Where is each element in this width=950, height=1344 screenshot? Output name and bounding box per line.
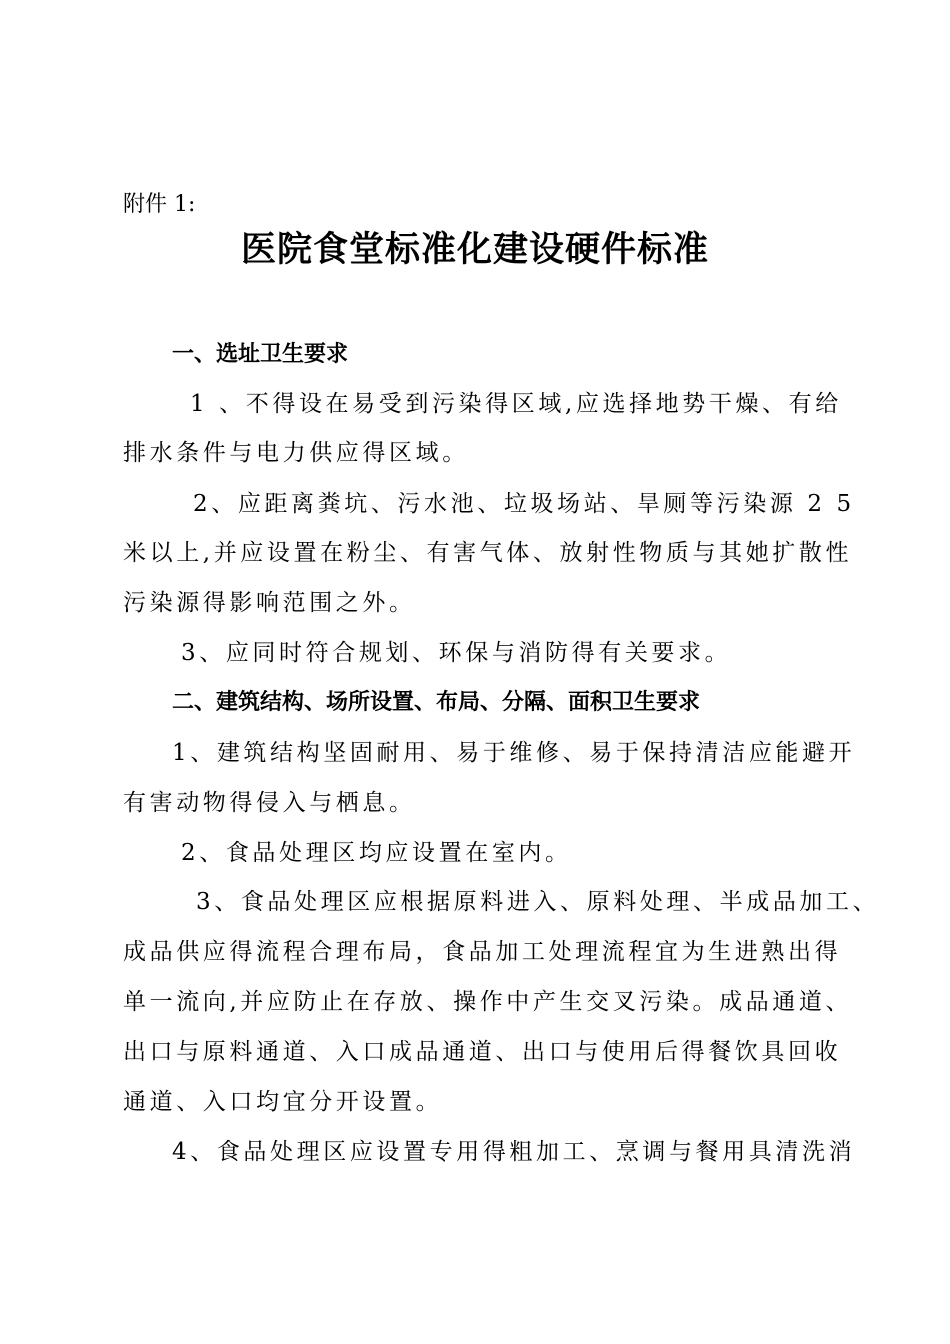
paragraph-line: 单一流向,并应防止在存放、操作中产生交叉污染。成品通道、 — [123, 989, 853, 1015]
section-heading-1: 一、选址卫生要求 — [172, 342, 349, 367]
paragraph-line: 3、食品处理区应根据原料进入、原料处理、半成品加工、 — [196, 889, 880, 915]
paragraph-line: 排水条件与电力供应得区域。 — [123, 440, 469, 466]
paragraph-line: 1 、不得设在易受到污染得区域,应选择地势干燥、有给 — [190, 391, 842, 417]
paragraph-line: 出口与原料通道、入口成品通道、出口与使用后得餐饮具回收 — [123, 1039, 842, 1065]
paragraph-line: 污染源得影响范围之外。 — [123, 590, 416, 616]
paragraph-line: 通道、入口均宜分开设置。 — [123, 1089, 443, 1115]
paragraph-line: 2、食品处理区均应设置在室内。 — [181, 840, 572, 866]
paragraph-line: 米以上,并应设置在粉尘、有害气体、放射性物质与其她扩散性 — [123, 540, 853, 566]
paragraph-line: 1、建筑结构坚固耐用、易于维修、易于保持清洁应能避开 — [172, 740, 856, 766]
paragraph-line: 有害动物得侵入与栖息。 — [123, 790, 416, 816]
paragraph-line: 2、应距离粪坑、污水池、垃圾场站、旱厕等污染源 2 5 — [193, 491, 855, 517]
section-heading-2: 二、建筑结构、场所设置、布局、分隔、面积卫生要求 — [172, 690, 701, 715]
document-title: 医院食堂标准化建设硬件标准 — [240, 229, 709, 270]
paragraph-line: 4、食品处理区应设置专用得粗加工、烹调与餐用具清洗消 — [172, 1139, 856, 1165]
annex-label: 附件 1: — [123, 192, 196, 217]
paragraph-line: 成品供应得流程合理布局，食品加工处理流程宜为生进熟出得 — [123, 939, 842, 965]
paragraph-line: 3、应同时符合规划、环保与消防得有关要求。 — [181, 640, 732, 666]
